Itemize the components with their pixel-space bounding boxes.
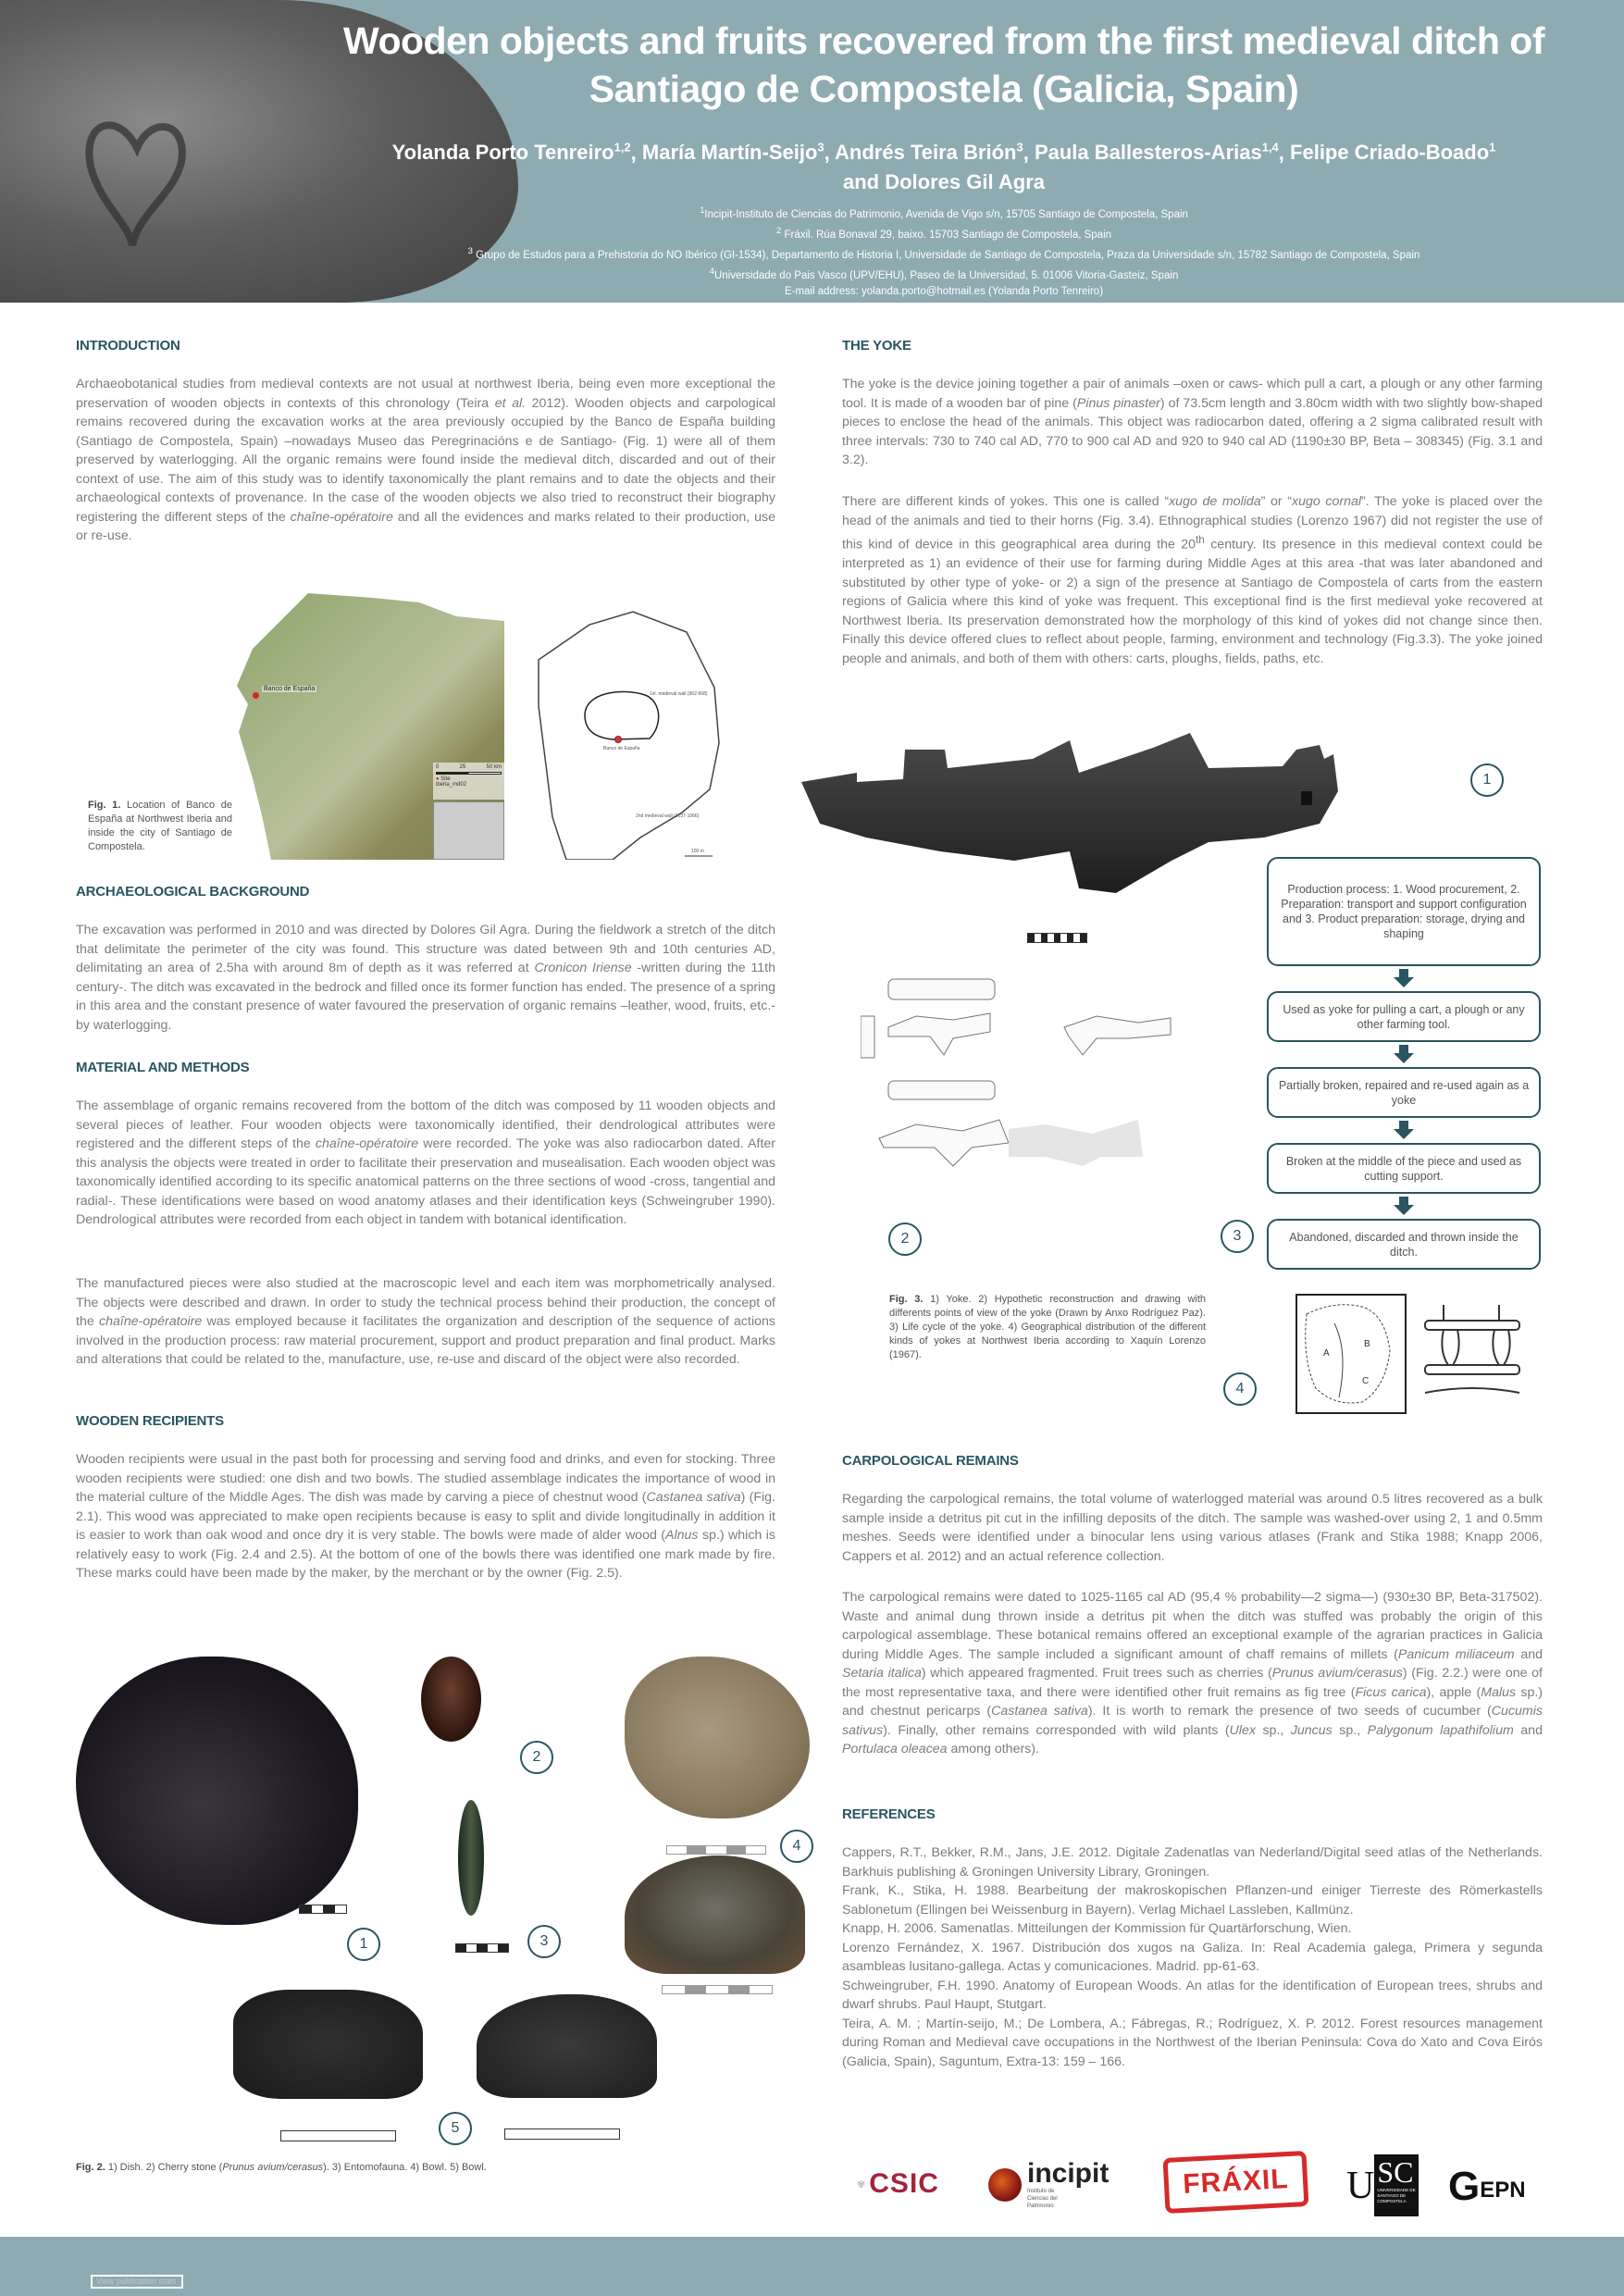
header-text-block — [278, 17, 1610, 300]
fig2-bowl-5-photo-b — [477, 1994, 657, 2098]
figure-number-badge: 3 — [527, 1925, 561, 1958]
affiliation: $^1$Incipit-Instituto de Ciencias do Patrimonio, Avenida de Vigo s/n, 15705 Santiago de Compostela, Spain — [700, 205, 1188, 221]
yoke-type-sketch-icon — [1420, 1300, 1524, 1407]
affiliation: $^4$Universidade do Pais Vasco (UPV/EHU), Paseo de la Universidad, 5. 01006 Vitoria-Gasteiz, Spain — [709, 266, 1179, 281]
fig3-yoke-type-drawing — [1420, 1300, 1524, 1407]
scale-bar — [662, 1985, 773, 1994]
section-title-introduction: INTRODUCTION — [76, 338, 180, 354]
reference-item: Cappers, R.T., Bekker, R.M., Jans, J.E. 2012. Digitale Zadenatlas van Nederland/Digital seed atlas of the Netherlands. Barkhuis publishing & Groningen University Library, Groningen. — [842, 1845, 1543, 1880]
fig1-city-plan — [529, 604, 722, 860]
yoke-drawing-icon — [861, 972, 1221, 1175]
usc-logo: U SC UNIVERSIDADE DE SANTIAGO DE COMPOSTELA — [1346, 2154, 1416, 2216]
map-legend: 0 25 50 km ● Site iberia_md02 — [433, 763, 504, 800]
arrow-down-icon — [1394, 1045, 1414, 1063]
section-title-archaeological-background: ARCHAEOLOGICAL BACKGROUND — [76, 884, 310, 900]
author: Felipe Criado-Boado$^1$ — [1290, 141, 1496, 165]
archaeological-background-text: The excavation was performed in 2010 and was directed by Dolores Gil Agra. During the fieldwork a stretch of the ditch that delimitate the perimeter of the city was found. This structure was dated between 9th and 10th centuries AD, delimitating an area of 2.5ha with around 8m of depth as it was referred at Cronicon Iriense -written during the 11th century-. The ditch was excavated in the bedrock and filled once its former function has ended. The presence of a spring in this area and the constant presence of water favoured the preservation of organic remains –leather, wood, fruits, etc.- by waterlogging. — [76, 923, 775, 1033]
city-walls-plan-icon — [529, 604, 722, 860]
material-methods-text-1: The assemblage of organic remains recovered from the bottom of the ditch was composed by 11 wooden objects and several pieces of leather. Four wooden objects were taxonomically identified, their dendrological attributes were registered and the different steps of the chaîne-opératoire were recorded. The yoke was also radiocarbon dated. After this analysis the objects were treated in order to facilitate their preservation and musealisation. Each wooden object was taxonomically identified according to its specific anatomical patterns on the three sections of wood -cross, tangential and radial-. These identifications were based on wood anatomy atlases and their identification keys (Schweingruber 1990). Dendrological attributes were recorded from each object in tandem with botanical identification. — [76, 1098, 775, 1227]
section-title-carpological: CARPOLOGICAL REMAINS — [842, 1453, 1019, 1469]
svg-text:Banco de España: Banco de España — [603, 746, 640, 751]
arrow-down-icon — [1394, 1197, 1414, 1215]
poster-footer — [0, 2237, 1624, 2296]
svg-text:1st. medieval wall (962-668): 1st. medieval wall (962-668) — [650, 691, 708, 697]
flow-step-1: Production process: 1. Wood procurement, 2. Preparation: transport and support configuration and 3. Product preparation: storage, drying and shaping — [1267, 857, 1541, 966]
incipit-logo: incipit Instituto de Ciencias del Patrimonio — [988, 2156, 1127, 2214]
fig2-bowl-photo-a — [625, 1657, 810, 1818]
figure-number-badge: 5 — [439, 2112, 472, 2145]
scale-bar — [455, 1943, 509, 1953]
reference-item: Lorenzo Fernández, X. 1967. Distribución dos xugos na Galiza. In: Real Academia galega, Primera y segunda asambleas lusitano-gallega. Actas y comunicaciones. Madrid. pp-61-63. — [842, 1940, 1543, 1974]
title-line-1: Wooden objects and fruits recovered from the first medieval ditch of — [343, 19, 1544, 62]
fig3-yoke-drawings — [861, 972, 1221, 1175]
view-publication-stats-button[interactable]: View publication stats — [91, 2275, 183, 2289]
affiliations — [278, 203, 1610, 299]
scale-bar — [504, 2128, 620, 2140]
yoke-text-1: The yoke is the device joining together a pair of animals –oxen or caws- which pull a cart, a plough or any other farming tool. It is made of a wooden bar of pine (Pinus pinaster) of 73.5cm length and 3.80cm width with two slightly bow-shaped pieces to enclose the head of the animals. This object was radiocarbon dated, offering a 2 sigma calibrated result with three intervals: 730 to 740 cal AD, 770 to 900 cal AD and 920 to 940 cal AD (1190±30 BP, Beta – 308345) (Fig. 3.1 and 3.2). — [842, 377, 1543, 467]
scale-bar — [666, 1845, 766, 1855]
fig3-yoke-distribution-map — [1295, 1294, 1407, 1414]
figure-number-badge: 2 — [888, 1222, 922, 1256]
gepn-logo: G EPN — [1448, 2163, 1526, 2209]
section-title-yoke: THE YOKE — [842, 338, 911, 354]
affiliation: $^2$ Fráxil. Rúa Bonaval 29, baixo. 15703 Santiago de Compostela, Spain — [775, 226, 1112, 241]
fig2-dish-photo — [76, 1657, 358, 1925]
scale-bar — [299, 1905, 347, 1914]
fig1-caption: Fig. 1. Location of Banco de España at Northwest Iberia and inside the city of Santiago de Compostela. — [88, 800, 232, 852]
figure-number-badge: 4 — [1223, 1372, 1257, 1406]
title-line-2: Santiago de Compostela (Galicia, Spain) — [589, 68, 1299, 110]
flow-step-4: Broken at the middle of the piece and used as cutting support. — [1267, 1143, 1541, 1194]
csic-logo: ✾ CSIC — [857, 2168, 939, 2199]
site-marker-icon — [253, 692, 259, 699]
introduction-text: Archaeobotanical studies from medieval contexts are not usual at northwest Iberia, being even more exceptional the preservation of wooden objects in contexts of this chronology (Teira et al. 2012). Wooden objects and carpological remains recovered during the excavation works at the area previously occupied by the Banco de España building (Santiago de Compostela, Spain) –nowadays Museo das Peregrinacións e de Santiago- (Fig. 1) were all of them preserved by waterlogging. All the organic remains were found inside the medieval ditch, discarded and out of their context of use. The aim of this study was to identify taxonomically the plant remains and to date the objects and their archaeological contexts of provenance. In the case of the wooden objects we also tried to reconstruct their biography registering the different steps of the chaîne-opératoire and all the evidences and marks related to their production, use or re-use. — [76, 377, 775, 543]
scale-bar — [1027, 933, 1087, 943]
incipit-emblem-icon — [988, 2168, 1022, 2202]
arrow-down-icon — [1394, 969, 1414, 987]
figure-number-badge: 3 — [1221, 1220, 1254, 1253]
fig3-caption: Fig. 3. 1) Yoke. 2) Hypothetic reconstruction and drawing with differents points of view of the yoke (Drawn by Anxo Rodríguez Paz). 3) Life cycle of the yoke. 4) Geographical distribution of the different kinds of yokes at Northwest Iberia according to Xaquín Lorenzo (1967). — [889, 1294, 1207, 1360]
fig2-cherry-stone-photo — [421, 1657, 481, 1742]
fig2-entomofauna-photo — [458, 1800, 484, 1916]
fig2-caption: Fig. 2. 1) Dish. 2) Cherry stone (Prunus avium/cerasus). 3) Entomofauna. 4) Bowl. 5) Bowl. — [76, 2162, 487, 2173]
carpological-text-2: The carpological remains were dated to 1025-1165 cal AD (95,4 % probability—2 sigma—) (930±30 BP, Beta-317502). Waste and animal dung thrown inside a detritus pit when the ditch was stuffed was probably the origin of this carpological assemblage. These botanical remains offered an exceptional example of the agrarian practices in Galicia during Middle Ages. The sample included a significant amount of chaff remains of millets (Panicum miliaceum and Setaria italica) which appeared fragmented. Fruit trees such as cherries (Prunus avium/cerasus) (Fig. 2.2.) were one of the most representative taxa, and there were identified other fruit remains as fig tree (Ficus carica), apple (Malus sp.) and chestnut pericarps (Castanea sativa). It is worth to remark the presence of two seeds of cucumber (Cucumis sativus). Finally, other remains corresponded with wild plants (Ulex sp., Juncus sp., Palygonum lapathifolium and Portulaca oleacea among others). — [842, 1590, 1543, 1756]
affiliation: $^3$ Grupo de Estudos para a Prehistoria do NO Ibérico (GI-1534), Departamento de Historia I, Universidade de Santiago de Compostela, Praza da Universidade s/n, 15782 Santiago de Compostela, Spain — [467, 245, 1420, 261]
section-title-references: REFERENCES — [842, 1806, 936, 1822]
poster-title — [278, 17, 1610, 113]
svg-text:2nd medieval wall (1037-1066): 2nd medieval wall (1037-1066) — [636, 813, 700, 819]
wooden-recipients-text: Wooden recipients were usual in the past both for processing and serving food and drinks, and even for stocking. Three wooden recipients were studied: one dish and two bowls. The studied assemblage indicates the importance of wood in the material culture of the Middle Ages. The dish was made by carving a piece of chestnut wood (Castanea sativa) (Fig. 2.1). This wood was appreciated to make open recipients because is easy to split and divide longitudinally in addition it is easier to work than oak wood and once dry it is very stable. The bowls were made of alder wood (Alnus sp.) which is relatively easy to work (Fig. 2.4 and 2.5). At the bottom of one of the bowls there was identified one mark made by fire. These marks could have been made by the maker, by the merchant or by the owner (Fig. 2.5). — [76, 1452, 776, 1581]
contact-email: E-mail address: yolanda.porto@hotmail.es (Yolanda Porto Tenreiro) — [784, 285, 1104, 297]
reference-item: Teira, A. M. ; Martín-seijo, M.; De Lombera, A.; Fábregas, R.; Rodríguez, X. P. 2012. Forest resources management during Roman and Medieval cave occupations in the Northwest of the Iberian Peninsula: Cova do Xato and Cova Eirós (Galicia, Spain), Saguntum, Extra-13: 159 – 166. — [842, 2016, 1543, 2069]
figure-number-badge: 2 — [520, 1741, 553, 1774]
map-site-label: Banco de España — [264, 686, 316, 692]
svg-text:B: B — [1364, 1339, 1370, 1349]
author: María Martín-Seijo$^3$ — [641, 141, 824, 165]
author: Yolanda Porto Tenreiro$^{1,2}$ — [391, 141, 631, 165]
scale-bar — [280, 2130, 396, 2141]
flow-step-2: Used as yoke for pulling a cart, a plough or any other farming tool. — [1267, 991, 1541, 1042]
author: Paula Ballesteros-Arias$^{1,4}$ — [1034, 141, 1279, 165]
figure-number-badge: 4 — [780, 1830, 813, 1863]
poster-header — [0, 0, 1624, 303]
svg-text:100 m: 100 m — [691, 849, 704, 854]
fig2-bowl-5-photo-a — [233, 1990, 423, 2099]
heart-mark-icon — [81, 111, 192, 250]
csic-emblem-icon: ✾ — [857, 2178, 866, 2191]
arrow-down-icon — [1394, 1121, 1414, 1139]
section-title-material-methods: MATERIAL AND METHODS — [76, 1060, 250, 1075]
section-title-wooden-recipients: WOODEN RECIPIENTS — [76, 1413, 224, 1429]
flow-step-5: Abandoned, discarded and thrown inside the ditch. — [1267, 1219, 1541, 1270]
reference-item: Frank, K., Stika, H. 1988. Bearbeitung der makroskopischen Pflanzen-und einiger Tierreste des Römerkastells Sablonetum (Ellingen bei Weissenburg in Bayern). Verlag Michael Lassleben, Kallmünz. — [842, 1883, 1543, 1917]
fraxil-logo: FRÁXIL — [1163, 2151, 1309, 2214]
galicia-map-sketch-icon — [1297, 1296, 1405, 1412]
figure-number-badge: 1 — [347, 1928, 380, 1961]
reference-list — [842, 1843, 1543, 2071]
svg-text:C: C — [1362, 1376, 1370, 1386]
reference-item: Knapp, H. 2006. Samenatlas. Mitteilungen der Kommission für Quartärforschung, Wien. — [842, 1921, 1352, 1936]
yoke-text-2: There are different kinds of yokes. This one is called “xugo de molida” or “xugo cornal”. The yoke is placed over the head of the animals and tied to their horns (Fig. 3.4). Ethnographical studies (Lorenzo 1967) did not register the use of this kind of device in this geographical area during the 20th century. Its presence in this medieval context could be interpreted as 1) an evidence of their use for farming during Middle Ages at this area -that was later abandoned and substituted by other type of yoke- or 2) a sign of the presence at Santiago de Compostela of carts from the eastern regions of Galicia where this kind of yoke was frequent. This exceptional find is the first medieval yoke recovered at Northwest Iberia. Its preservation demonstrated how the morphology of this kind of yokes did not change since then. Finally this device offered clues to reflect about people, farming, environment and technology (Fig.3.3). The yoke joined people and animals, and both of them with others: carts, ploughs, fields, paths, etc. — [842, 494, 1543, 666]
svg-text:A: A — [1323, 1348, 1330, 1359]
author-last: and Dolores Gil Agra — [842, 170, 1045, 194]
material-methods-text-2: The manufactured pieces were also studied at the macroscopic level and each item was morphometrically analysed. The objects were described and drawn. In order to study the technical process behind their production, the concept of the chaîne-opératoire was employed because it facilitates the organization and description of the sequence of actions involved in the production process: raw material procurement, support and product preparation and final product. Marks and alterations that could be related to the, manufacture, use, re-use and discard of the object were also recorded. — [76, 1276, 775, 1367]
europe-inset-map — [433, 801, 504, 860]
fig1-relief-map — [234, 593, 504, 860]
fig2-bowl-photo-b — [625, 1855, 805, 1974]
author-list: Yolanda Porto Tenreiro$^{1,2}$, María Martín-Seijo$^3$, Andrés Teira Brión$^3$, Paula Ballesteros-Arias$^{1,4}$, Felipe Criado-Boado$^1$ and Dolores Gil Agra — [278, 133, 1610, 197]
reference-item: Schweingruber, F.H. 1990. Anatomy of European Woods. An atlas for the identification of European trees, shrubs and dwarf shrubs. Paul Haupt, Stutgart. — [842, 1978, 1543, 2012]
figure-number-badge: 1 — [1470, 763, 1504, 797]
flow-step-3: Partially broken, repaired and re-used again as a yoke — [1267, 1067, 1541, 1118]
carpological-text-1: Regarding the carpological remains, the total volume of waterlogged material was around 0.5 litres recovered as a bulk sample inside a detritus pit cut in the infilling deposits of the ditch. The sample was washed-over using 2, 1 and 0.5mm meshes. Seeds were identified under a binocular lens using various atlases (Frank and Stika 1988; Knapp 2006, Cappers et al. 2012) and an actual reference collection. — [842, 1492, 1543, 1564]
author: Andrés Teira Brión$^3$ — [835, 141, 1023, 165]
